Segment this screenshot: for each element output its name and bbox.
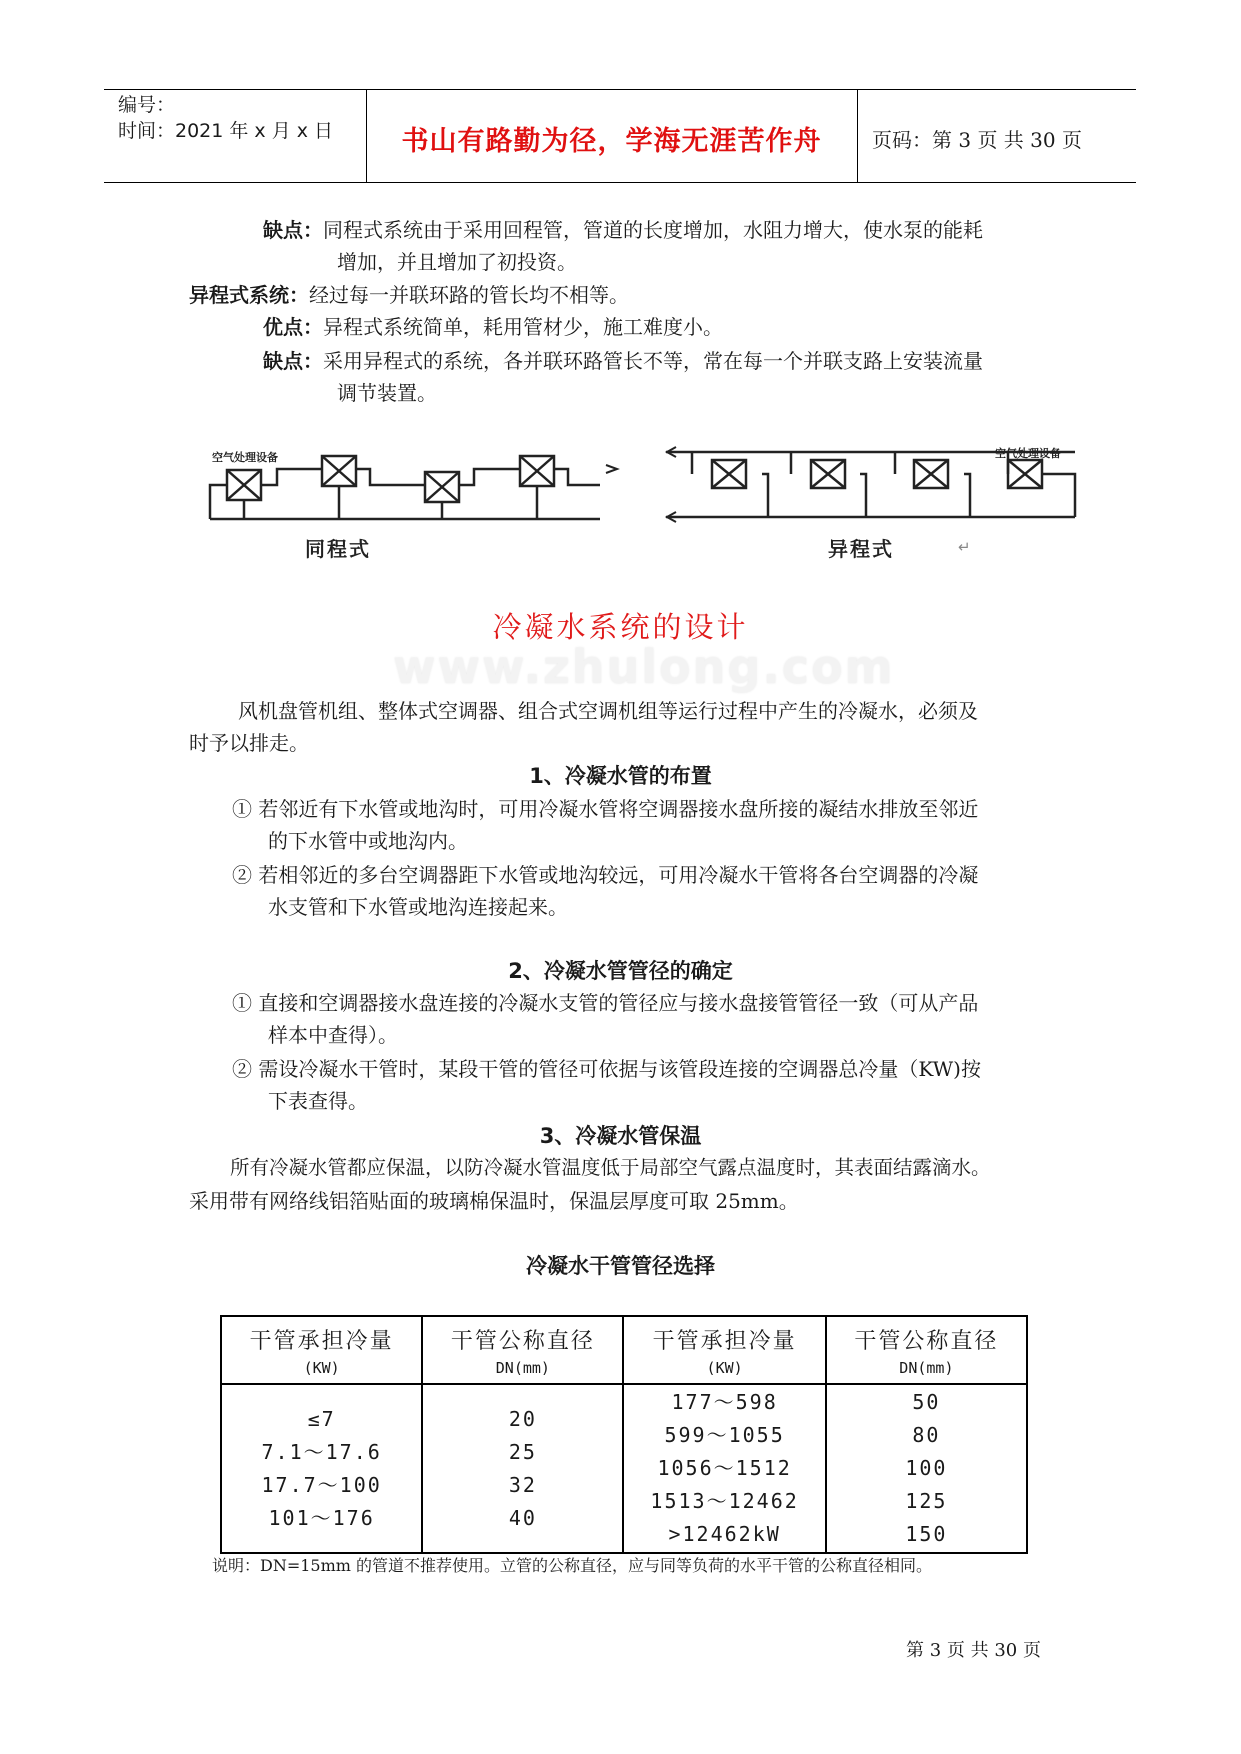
pipe-diameter-table — [220, 1315, 1028, 1554]
header-main: 干管公称直径 — [854, 1328, 999, 1354]
header-unit: DN(mm) — [495, 1358, 550, 1377]
direct-return-diagram — [666, 446, 1075, 522]
fan-coil-unit — [712, 460, 746, 488]
header-time-label: 时间：2021 年 x 月 x 日 — [118, 120, 334, 142]
pipe-system-diagrams — [0, 440, 1241, 570]
advantage-text: 异程式系统简单，耗用管材少，施工难度小。 — [323, 315, 723, 339]
table-value: 125 — [905, 1489, 948, 1513]
table-header-row — [221, 1316, 1027, 1384]
table-cell-col2 — [422, 1384, 623, 1553]
table-value: 32 — [508, 1472, 537, 1497]
hetero-system-text: 经过每一并联环路的管长均不相等。 — [309, 283, 629, 307]
diameter-item-2-l2: 下表查得。 — [268, 1089, 368, 1113]
header-unit: (KW) — [303, 1358, 340, 1377]
table-value: 101～176 — [268, 1505, 375, 1530]
right-diagram-caption: 异程式 — [828, 537, 894, 561]
table-value: 1513～12462 — [650, 1489, 799, 1513]
table-header-cell — [221, 1316, 422, 1384]
table-cell-col4 — [826, 1384, 1027, 1553]
reverse-return-diagram — [210, 450, 617, 519]
table-value: 7.1～17.6 — [261, 1439, 382, 1464]
header-main: 干管承担冷量 — [249, 1328, 394, 1354]
section-intro-l2: 时予以排走。 — [189, 731, 309, 755]
advantage-label: 优点： — [263, 315, 323, 339]
heading-diameter: 2、冷凝水管管径的确定 — [508, 959, 733, 983]
table-value: 50 — [912, 1390, 941, 1414]
layout-item-1-l2: 的下水管中或地沟内。 — [268, 829, 468, 853]
fan-coil-unit — [1008, 460, 1042, 488]
table-value: 40 — [508, 1505, 537, 1530]
diameter-item-2-l1: ② 需设冷凝水干管时，某段干管的管径可依据与该管段连接的空调器总冷量（KW)按 — [232, 1057, 981, 1081]
header-top-rule — [104, 89, 1136, 90]
layout-item-1-l1: ① 若邻近有下水管或地沟时，可用冷凝水管将空调器接水盘所接的凝结水排放至邻近 — [232, 797, 979, 821]
table-note: 说明：DN=15mm 的管道不推荐使用。立管的公称直径，应与同等负荷的水平干管的公称直径相同。 — [212, 1556, 933, 1575]
disadvantage-1-text-l2: 增加，并且增加了初投资。 — [337, 250, 577, 274]
disadvantage-2-text-l2: 调节装置。 — [337, 381, 437, 405]
heading-insulation: 3、冷凝水管保温 — [539, 1124, 702, 1148]
header-unit: DN(mm) — [899, 1358, 954, 1377]
table-value: 25 — [508, 1439, 537, 1464]
left-device-label: 空气处理设备 — [212, 451, 278, 464]
header-meta — [118, 92, 333, 144]
fan-coil-unit — [425, 472, 459, 502]
diameter-item-1-l1: ① 直接和空调器接水盘连接的冷凝水支管的管径应与接水盘接管管径一致（可从产品 — [232, 991, 979, 1015]
footer-page: 第 3 页 共 30 页 — [906, 1640, 1041, 1661]
header-number-label: 编号： — [118, 94, 176, 116]
table-cell-col1 — [221, 1384, 422, 1553]
table-cell-col3 — [623, 1384, 825, 1553]
fan-coil-unit — [322, 456, 356, 486]
table-value: 17.7～100 — [261, 1472, 382, 1497]
header-motto: 书山有路勤为径，学海无涯苦作舟 — [401, 126, 822, 157]
header-divider-right — [857, 89, 858, 183]
table-value: 599～1055 — [664, 1423, 785, 1447]
table-header-cell — [422, 1316, 623, 1384]
table-value: >12462kW — [668, 1522, 781, 1546]
disadvantage-1-text-l1: 同程式系统由于采用回程管，管道的长度增加，水阻力增大，使水泵的能耗 — [323, 218, 983, 242]
fan-coil-unit — [914, 460, 948, 488]
table-value: 20 — [508, 1406, 537, 1431]
table-value: 177～598 — [671, 1390, 778, 1414]
header-main: 干管承担冷量 — [652, 1328, 797, 1354]
table-value: 1056～1512 — [657, 1456, 792, 1480]
disadvantage-2-label: 缺点： — [263, 349, 323, 373]
header-page-label: 页码：第 3 页 共 30 页 — [872, 128, 1082, 152]
fan-coil-unit — [520, 456, 554, 486]
fan-coil-unit — [227, 470, 261, 500]
watermark: www.zhulong.com — [393, 640, 895, 694]
section-intro-l1: 风机盘管机组、整体式空调器、组合式空调机组等运行过程中产生的冷凝水，必须及 — [238, 699, 978, 723]
disadvantage-1 — [263, 214, 983, 246]
left-diagram-caption: 同程式 — [305, 537, 371, 561]
table-value: 100 — [905, 1456, 948, 1480]
disadvantage-2-text-l1: 采用异程式的系统，各并联环路管长不等，常在每一个并联支路上安装流量 — [323, 349, 983, 373]
header-bottom-rule — [104, 182, 1136, 183]
table-value: 150 — [905, 1522, 948, 1546]
disadvantage-2 — [263, 345, 983, 377]
header-main: 干管公称直径 — [450, 1328, 595, 1354]
header-unit: (KW) — [706, 1358, 743, 1377]
right-device-label: 空气处理设备 — [995, 447, 1061, 460]
table-value: ≤7 — [307, 1406, 336, 1431]
fan-coil-unit — [811, 460, 845, 488]
hetero-system — [189, 279, 629, 311]
insulation-text-l1: 所有冷凝水管都应保温，以防冷凝水管温度低于局部空气露点温度时，其表面结露滴水。 — [230, 1156, 991, 1179]
advantage — [263, 311, 723, 343]
table-value: 80 — [912, 1423, 941, 1447]
hetero-system-label: 异程式系统： — [189, 283, 309, 307]
heading-layout: 1、冷凝水管的布置 — [529, 764, 712, 788]
table-caption: 冷凝水干管管径选择 — [526, 1254, 715, 1278]
section-title: 冷凝水系统的设计 — [492, 610, 749, 644]
table-header-cell — [623, 1316, 825, 1384]
table-header-cell — [826, 1316, 1027, 1384]
disadvantage-1-label: 缺点： — [263, 218, 323, 242]
layout-item-2-l2: 水支管和下水管或地沟连接起来。 — [268, 895, 568, 919]
diameter-item-1-l2: 样本中查得）。 — [268, 1023, 398, 1047]
insulation-text-l2: 采用带有网络线铝箔贴面的玻璃棉保温时，保温层厚度可取 25mm。 — [189, 1189, 799, 1213]
return-mark: ↵ — [958, 538, 971, 556]
table-row — [221, 1384, 1027, 1553]
layout-item-2-l1: ② 若相邻近的多台空调器距下水管或地沟较远，可用冷凝水干管将各台空调器的冷凝 — [232, 863, 979, 887]
